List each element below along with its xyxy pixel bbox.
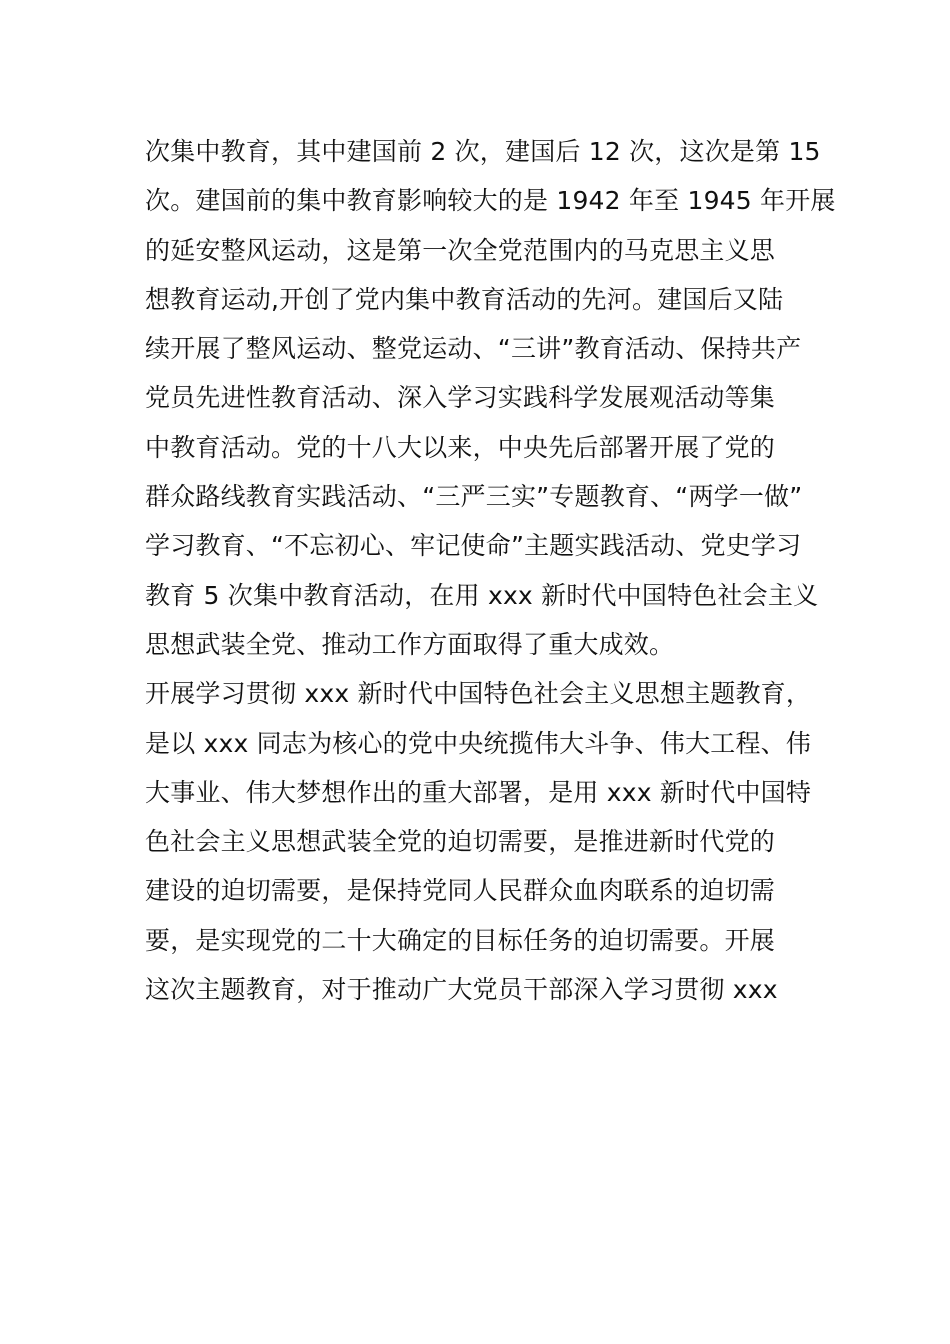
text-line: 的延安整风运动，这是第一次全党范围内的马克思主义思: [145, 235, 776, 265]
text-line: 建设的迫切需要，是保持党同人民群众血肉联系的迫切需: [145, 876, 776, 906]
text-line: 教育 5 次集中教育活动，在用 xxx 新时代中国特色社会主义: [145, 580, 819, 610]
text-line: 要，是实现党的二十大确定的目标任务的迫切需要。开展: [145, 925, 776, 955]
text-line: 续开展了整风运动、整党运动、“三讲”教育活动、保持共产: [145, 334, 802, 364]
text-line: 次。建国前的集中教育影响较大的是 1942 年至 1945 年开展: [145, 186, 836, 216]
text-line: 党员先进性教育活动、深入学习实践科学发展观活动等集: [145, 383, 776, 413]
text-line: 想教育运动,开创了党内集中教育活动的先河。建国后又陆: [145, 284, 784, 314]
text-line: 这次主题教育，对于推动广大党员干部深入学习贯彻 xxx: [145, 975, 778, 1005]
text-line: 中教育活动。党的十八大以来，中央先后部署开展了党的: [145, 432, 776, 462]
text-line: 次集中教育，其中建国前 2 次，建国后 12 次，这次是第 15: [145, 137, 821, 166]
text-line: 是以 xxx 同志为核心的党中央统揽伟大斗争、伟大工程、伟: [145, 728, 812, 758]
text-line: 学习教育、“不忘初心、牢记使命”主题实践活动、党史学习: [145, 531, 802, 561]
body-text: [145, 127, 836, 1014]
text-line: 色社会主义思想武装全党的迫切需要，是推进新时代党的: [145, 827, 776, 857]
text-line: 思想武装全党、推动工作方面取得了重大成效。: [145, 629, 675, 659]
paragraph-start-line: 开展学习贯彻 xxx 新时代中国特色社会主义思想主题教育，: [145, 679, 812, 709]
text-line: 群众路线教育实践活动、“三严三实”专题教育、“两学一做”: [145, 482, 803, 512]
text-line: 大事业、伟大梦想作出的重大部署，是用 xxx 新时代中国特: [145, 777, 812, 807]
